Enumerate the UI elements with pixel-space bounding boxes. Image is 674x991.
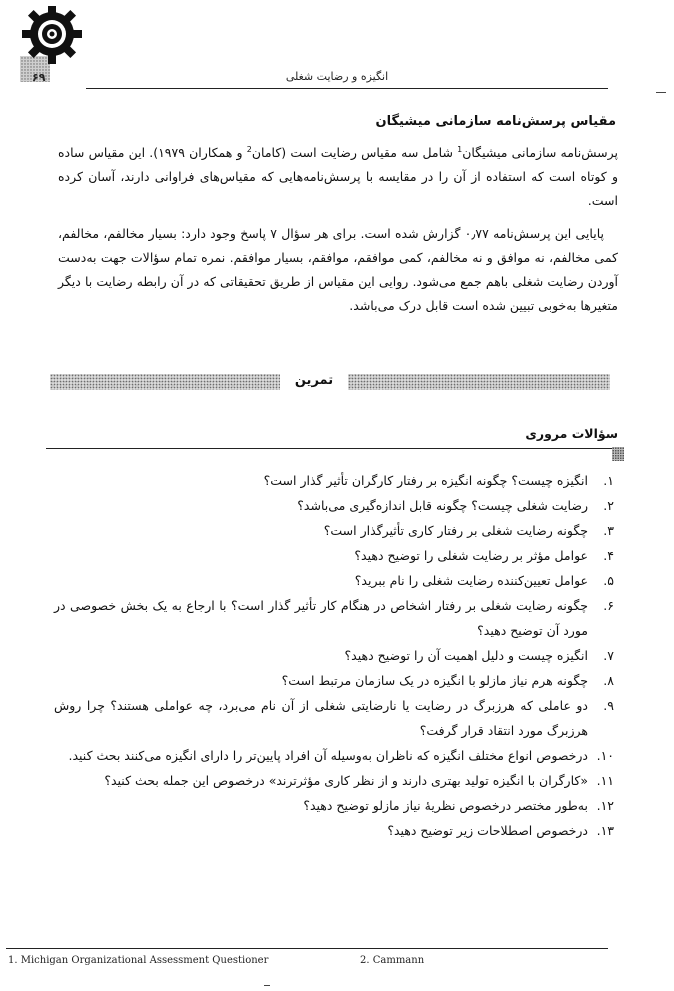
exercise-title: تمرین bbox=[280, 373, 348, 388]
page-number: ۶۹ bbox=[32, 71, 46, 84]
question-number: ۱۲. bbox=[596, 798, 614, 813]
question-text: عوامل مؤثر بر رضایت شغلی را توضیح دهید؟ bbox=[354, 548, 588, 563]
question-item bbox=[54, 543, 614, 568]
banner-texture-right bbox=[348, 374, 610, 390]
question-item bbox=[54, 468, 614, 493]
question-text: چگونه هرم نیاز مازلو با انگیزه در یک سازمان مرتبط است؟ bbox=[281, 673, 588, 688]
question-item bbox=[54, 568, 614, 593]
question-item bbox=[54, 768, 614, 793]
question-item bbox=[54, 643, 614, 668]
question-item bbox=[54, 593, 614, 643]
paragraph-intro bbox=[58, 138, 618, 213]
review-heading-rule bbox=[46, 448, 614, 449]
footnotes bbox=[8, 955, 425, 966]
header-rule bbox=[86, 88, 608, 89]
footnote-1: 1. Michigan Organizational Assessment Questioner bbox=[8, 955, 269, 966]
question-text: رضایت شغلی چیست؟ چگونه قابل اندازه‌گیری می‌باشد؟ bbox=[297, 498, 588, 513]
question-number: ۱۳. bbox=[596, 823, 614, 838]
banner-texture-left bbox=[50, 374, 280, 390]
question-text: چگونه رضایت شغلی بر رفتار کاری تأثیرگذار است؟ bbox=[323, 523, 588, 538]
footnote-rule bbox=[6, 948, 608, 949]
question-number: ۷. bbox=[603, 648, 614, 663]
question-text: درخصوص انواع مختلف انگیزه که ناظران به‌وسیله آن افراد پایین‌تر را دارای انگیزه می‌کنند بحث کنید. bbox=[68, 748, 588, 763]
section-title: مقیاس پرسش‌نامه سازمانی میشیگان bbox=[375, 114, 616, 129]
question-number: ۸. bbox=[603, 673, 614, 688]
question-number: ۵. bbox=[603, 573, 614, 588]
question-number: ۱۱. bbox=[596, 773, 614, 788]
question-number: ۳. bbox=[603, 523, 614, 538]
margin-mark bbox=[656, 92, 666, 93]
question-text: درخصوص اصطلاحات زیر توضیح دهید؟ bbox=[387, 823, 588, 838]
question-text: «کارگران با انگیزه تولید بهتری دارند و از نظر کاری مؤثرترند» درخصوص این جمله بحث کنید؟ bbox=[104, 773, 588, 788]
review-question-list bbox=[54, 468, 614, 843]
question-text: انگیزه چیست؟ چگونه انگیزه بر رفتار کارگران تأثیر گذار است؟ bbox=[263, 473, 588, 488]
question-number: ۹. bbox=[603, 698, 614, 713]
paragraph-reliability: پایایی این پرسش‌نامه ۰٫۷۷ گزارش شده است. برای هر سؤال ۷ پاسخ وجود دارد: بسیار مخالفم، مخالفم، کمی مخالفم، نه موافق و نه مخالفم، کمی موافقم، موافقم، بسیار موافقم. نمره تمام سؤالات جهت به‌دست آوردن رضایت شغلی باهم جمع می‌شود. روایی این مقیاس از طریق تحقیقاتی که در آن رابطه رضایت با دیگر متغیرها به‌خوبی تبیین شده است قابل درک می‌باشد. bbox=[58, 226, 618, 313]
question-number: ۱. bbox=[603, 473, 614, 488]
footnote-2: 2. Cammann bbox=[360, 955, 425, 966]
question-number: ۶. bbox=[603, 598, 614, 613]
question-text: به‌طور مختصر درخصوص نظریهٔ نیاز مازلو توضیح دهید؟ bbox=[303, 798, 588, 813]
question-number: ۴. bbox=[603, 548, 614, 563]
question-item bbox=[54, 693, 614, 743]
question-item bbox=[54, 518, 614, 543]
footnote-ref-2: 2 bbox=[246, 145, 252, 154]
question-number: ۲. bbox=[603, 498, 614, 513]
question-item bbox=[54, 668, 614, 693]
paragraph-intro-part-1: پرسش‌نامه سازمانی میشیگان bbox=[462, 145, 619, 161]
question-text: انگیزه چیست و دلیل اهمیت آن را توضیح دهید؟ bbox=[344, 648, 588, 663]
review-heading-marker bbox=[612, 447, 624, 461]
paragraph-intro-part-3: و همکاران ۱۹۷۹). این مقیاس ساده و کوتاه است که استفاده از آن را در مقایسه با پرسش‌نامه‌هایی که مقیاس‌های فراوانی دارند، آسان کرده است. bbox=[58, 145, 618, 209]
paragraph-intro-part-2: شامل سه مقیاس رضایت است (کامان bbox=[251, 145, 458, 161]
question-item bbox=[54, 493, 614, 518]
question-item bbox=[54, 818, 614, 843]
question-item bbox=[54, 793, 614, 818]
question-item bbox=[54, 743, 614, 768]
question-text: عوامل تعیین‌کننده رضایت شغلی را نام ببرید؟ bbox=[354, 573, 588, 588]
question-text: چگونه رضایت شغلی بر رفتار اشخاص در هنگام کار تأثیر گذار است؟ با ارجاع به یک بخش خصوصی در مورد آن توضیح دهید؟ bbox=[54, 598, 588, 638]
review-questions-heading: سؤالات مروری bbox=[525, 426, 618, 441]
running-header-title: انگیزه و رضایت شغلی bbox=[285, 70, 389, 83]
question-number: ۱۰. bbox=[596, 748, 614, 763]
bottom-mark bbox=[264, 985, 270, 986]
footnote-ref-1: 1 bbox=[457, 145, 463, 154]
exercise-banner bbox=[50, 372, 610, 392]
question-text: دو عاملی که هرزبرگ در رضایت یا نارضایتی شغلی از آن نام می‌برد، چه عواملی هستند؟ چرا روش هرزبرگ مورد انتقاد قرار گرفت؟ bbox=[54, 698, 588, 738]
